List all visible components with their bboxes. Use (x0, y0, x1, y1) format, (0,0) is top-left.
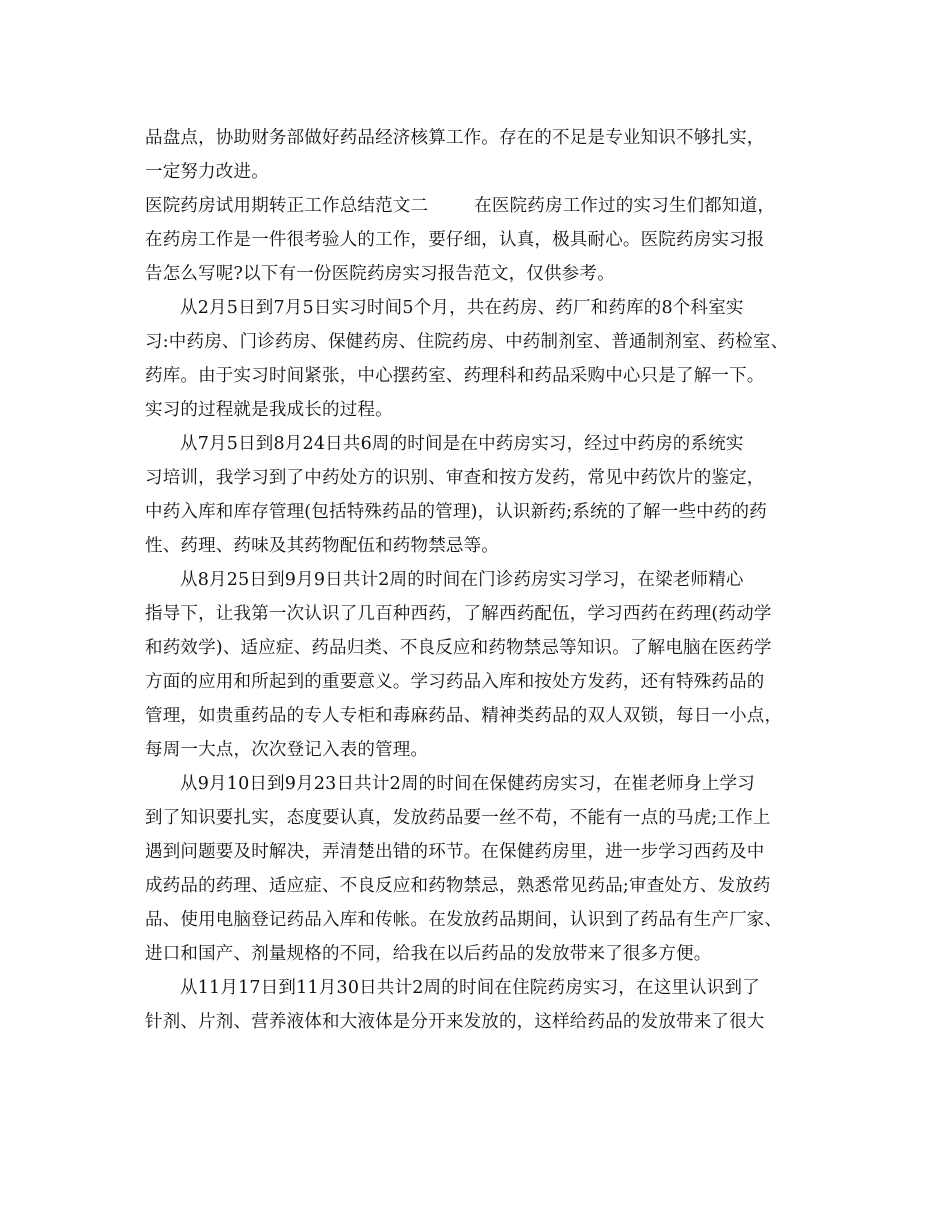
text-line: 习:中药房、门诊药房、保健药房、住院药房、中药制剂室、普通制剂室、药检室、 (145, 332, 789, 352)
paragraph-first-line: 从9月10日到9月23日共计2周的时间在保健药房实习，在崔老师身上学习 (180, 774, 755, 794)
text-line: 性、药理、药味及其药物配伍和药物禁忌等。 (145, 536, 499, 556)
text-line: 针剂、片剂、营养液体和大液体是分开来发放的，这样给药品的发放带来了很大 (145, 1012, 765, 1032)
text-line: 和药效学)、适应症、药品归类、不良反应和药物禁忌等知识。了解电脑在医药学 (145, 638, 772, 658)
text-line: 品、使用电脑登记药品入库和传帐。在发放药品期间，认识到了药品有生产厂家、 (145, 910, 783, 930)
paragraph-first-line: 从2月5日到7月5日实习时间5个月，共在药房、药厂和药库的8个科室实 (180, 298, 744, 318)
text-line: 成药品的药理、适应症、不良反应和药物禁忌，熟悉常见药品;审查处方、发放药 (145, 876, 771, 896)
text-line: 管理，如贵重药品的专人专柜和毒麻药品、精神类药品的双人双锁，每日一小点， (145, 706, 783, 726)
text-line: 每周一大点，次次登记入表的管理。 (145, 740, 429, 760)
section-intro-text: 在医院药房工作过的实习生们都知道， (474, 196, 776, 216)
text-line: 指导下，让我第一次认识了几百种西药，了解西药配伍，学习西药在药理(药动学 (145, 604, 772, 624)
text-line: 到了知识要扎实，态度要认真，发放药品要一丝不苟，不能有一点的马虎;工作上 (145, 808, 771, 828)
text-line: 品盘点，协助财务部做好药品经济核算工作。存在的不足是专业知识不够扎实， (145, 128, 765, 148)
text-line: 习培训，我学习到了中药处方的识别、审查和按方发药，常见中药饮片的鉴定， (145, 468, 765, 488)
text-line: 告怎么写呢?以下有一份医院药房实习报告范文，仅供参考。 (145, 264, 615, 284)
text-line: 进口和国产、剂量规格的不同，给我在以后药品的发放带来了很多方便。 (145, 944, 712, 964)
text-line: 遇到问题要及时解决，弄清楚出错的环节。在保健药房里，进一步学习西药及中 (145, 842, 765, 862)
section-heading-line (145, 189, 810, 223)
text-line: 药库。由于实习时间紧张，中心摆药室、药理科和药品采购中心只是了解一下。 (145, 366, 765, 386)
text-line: 中药入库和库存管理(包括特殊药品的管理)，认识新药;系统的了解一些中药的药 (145, 502, 767, 522)
text-line: 在药房工作是一件很考验人的工作，要仔细，认真，极具耐心。医院药房实习报 (145, 230, 765, 250)
section-title: 医院药房试用期转正工作总结范文二 (145, 196, 429, 216)
paragraph-first-line: 从7月5日到8月24日共6周的时间是在中药房实习，经过中药房的系统实 (180, 434, 744, 454)
text-line: 实习的过程就是我成长的过程。 (145, 400, 393, 420)
paragraph-first-line: 从8月25日到9月9日共计2周的时间在门诊药房实习学习，在梁老师精心 (180, 570, 744, 590)
document-body (145, 121, 810, 1039)
text-line: 一定努力改进。 (145, 162, 269, 182)
paragraph-first-line: 从11月17日到11月30日共计2周的时间在住院药房实习，在这里认识到了 (180, 978, 760, 998)
text-line: 方面的应用和所起到的重要意义。学习药品入库和按处方发药，还有特殊药品的 (145, 672, 765, 692)
